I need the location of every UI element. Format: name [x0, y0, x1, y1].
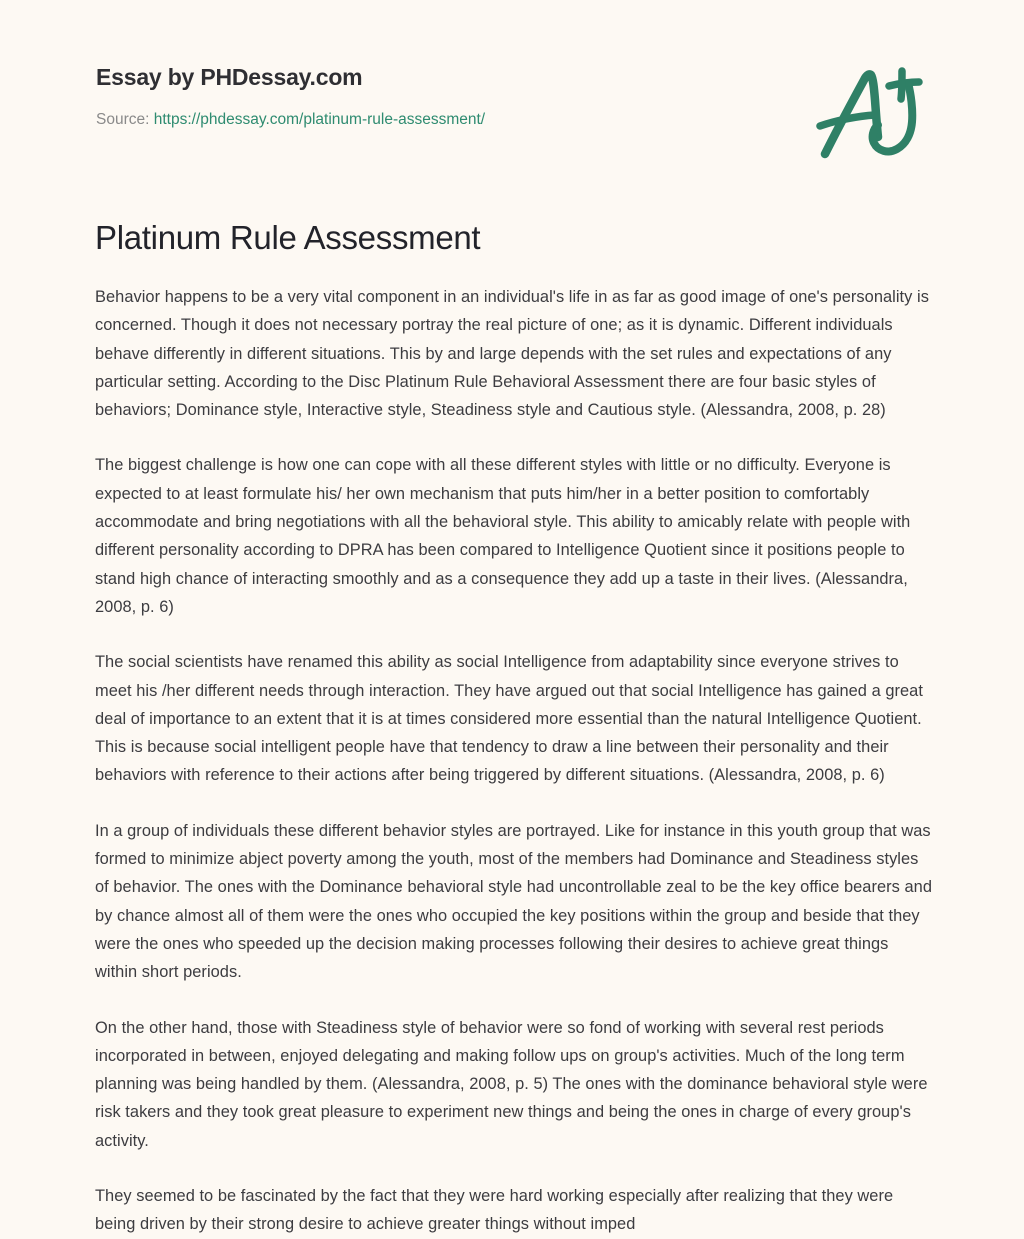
site-title: Essay by PHDessay.com	[96, 64, 363, 90]
article-paragraph: The biggest challenge is how one can cope with all these different styles with little or no difficulty. Everyone is expected to at least formulate his/ her own mechanism that puts him/her in a better position to comfortably accommodate and bring negotiations with all the behavioral style. This ability to amicably relate with people with different personality according to DPRA has been compared to Intelligence Quotient since it positions people to stand high chance of interacting smoothly and as a consequence they add up a taste in their lives. (Alessandra, 2008, p. 6)	[95, 456, 911, 616]
article-paragraph: They seemed to be fascinated by the fact that they were hard working especially after realizing that they were being driven by their strong desire to achieve greater things without imped	[95, 1187, 894, 1234]
page-header	[96, 62, 796, 131]
source-url-link[interactable]: https://phdessay.com/platinum-rule-assessment/	[153, 111, 486, 128]
a-plus-logo-icon	[812, 58, 930, 166]
article-paragraph: On the other hand, those with Steadiness style of behavior were so fond of working with several rest periods incorporated in between, enjoyed delegating and making follow ups on group's activities. Much of the long term planning was being handled by them. (Alessandra, 2008, p. 5) The ones with the dominance behavioral style were risk takers and they took great pleasure to experiment new things and being the ones in charge of every group's activity.	[95, 1018, 928, 1150]
page-title: Platinum Rule Assessment	[95, 219, 481, 256]
article-body	[95, 283, 933, 1239]
source-line	[96, 109, 796, 131]
article-paragraph: Behavior happens to be a very vital component in an individual's life in as far as good image of one's personality is concerned. Though it does not necessary portray the real picture of one; as it is dynamic. Different individuals behave differently in different situations. This by and large depends with the set rules and expectations of any particular setting. According to the Disc Platinum Rule Behavioral Assessment there are four basic styles of behaviors; Dominance style, Interactive style, Steadiness style and Cautious style. (Alessandra, 2008, p. 28)	[95, 288, 929, 420]
article-paragraph: In a group of individuals these different behavior styles are portrayed. Like for instance in this youth group that was formed to minimize abject poverty among the youth, most of the members had Dominance and Steadiness styles of behavior. The ones with the Dominance behavioral style had uncontrollable zeal to be the key office bearers and by chance almost all of them were the ones who occupied the key positions within the group and beside that they were the ones who speeded up the decision making processes following their desires to achieve great things within short periods.	[95, 821, 932, 982]
article-paragraph: The social scientists have renamed this ability as social Intelligence from adaptability since everyone strives to meet his /her different needs through interaction. They have argued out that social Intelligence has gained a great deal of importance to an extent that it is at times considered more essential than the natural Intelligence Quotient. This is because social intelligent people have that tendency to draw a line between their personality and their behaviors with reference to their actions after being triggered by different situations. (Alessandra, 2008, p. 6)	[95, 653, 923, 785]
source-label: Source:	[96, 111, 150, 128]
